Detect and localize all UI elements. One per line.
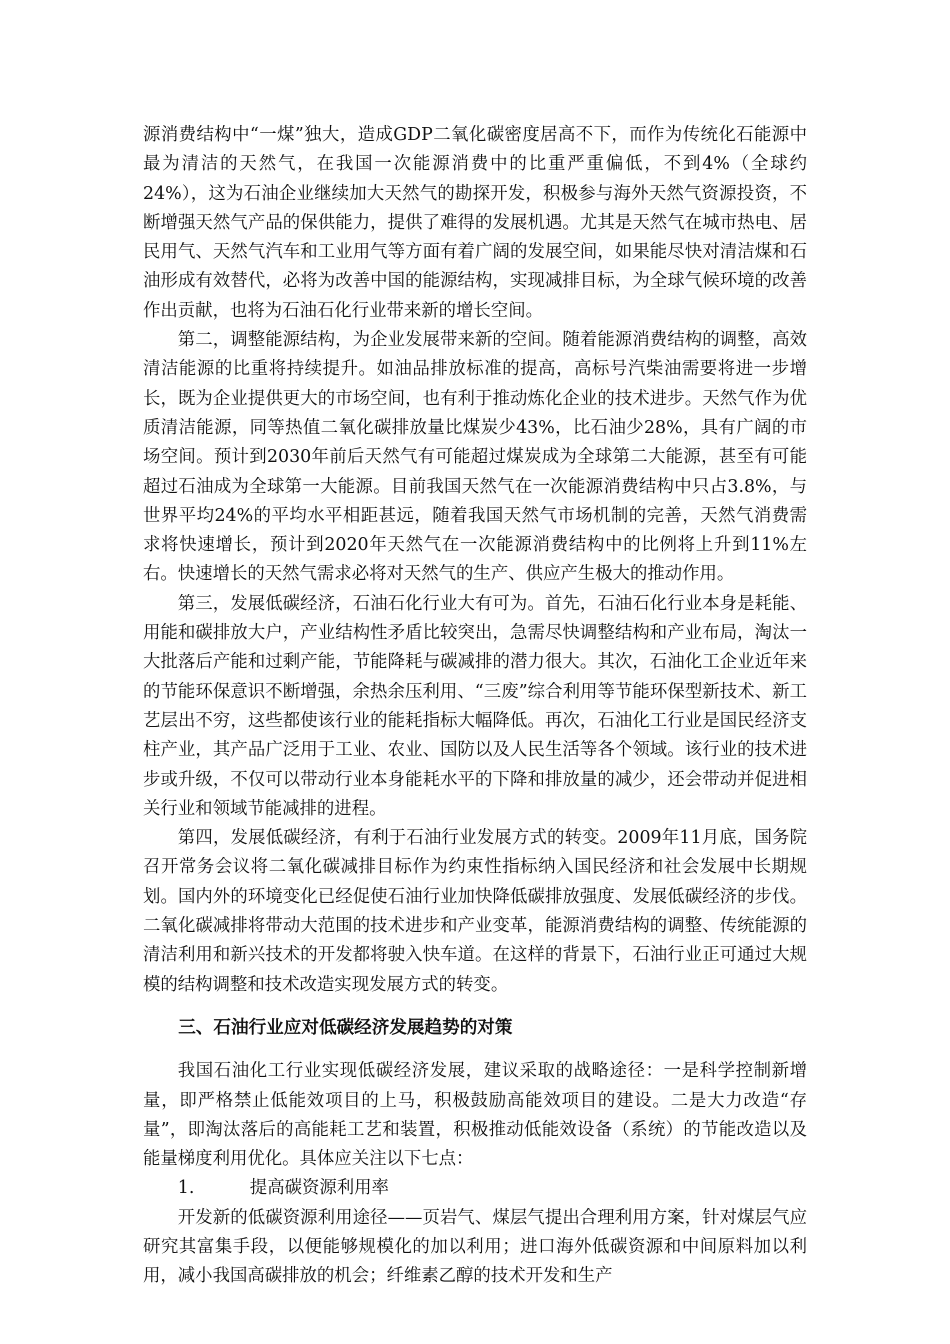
paragraph-fourth-point: 第四，发展低碳经济，有利于石油行业发展方式的转变。2009年11月底，国务院召开常务会议将二氧化碳减排目标作为约束性指标纳入国民经济和社会发展中长期规划。国内外的环境变化已经促使石油行业加快降低碳排放强度、发展低碳经济的步伐。二氧化碳减排将带动大范围的技术进步和产业变革，能源消费结构的调整、传统能源的清洁利用和新兴技术的开发都将驶入快车道。在这样的背景下，石油行业正可通过大规模的结构调整和技术改造实现发展方式的转变。	[143, 828, 807, 995]
paragraph-third-point: 第三，发展低碳经济，石油石化行业大有可为。首先，石油石化行业本身是耗能、用能和碳排放大户，产业结构性矛盾比较突出，急需尽快调整结构和产业布局，淘汰一大批落后产能和过剩产能，节能降耗与碳减排的潜力很大。其次，石油化工企业近年来的节能环保意识不断增强，余热余压利用、“三废”综合利用等节能环保型新技术、新工艺层出不穷，这些都使该行业的能耗指标大幅降低。再次，石油化工行业是国民经济支柱产业，其产品广泛用于工业、农业、国防以及人民生活等各个领域。该行业的技术进步或升级，不仅可以带动行业本身能耗水平的下降和排放量的减少，还会带动并促进相关行业和领域节能减排的进程。	[143, 593, 807, 819]
paragraph-second-point: 第二，调整能源结构，为企业发展带来新的空间。随着能源消费结构的调整，高效清洁能源的比重将持续提升。如油品排放标准的提高，高标号汽柴油需要将进一步增长，既为企业提供更大的市场空间，也有利于推动炼化企业的技术进步。天然气作为优质清洁能源，同等热值二氧化碳排放量比煤炭少43%，比石油少28%，具有广阔的市场空间。预计到2030年前后天然气有可能超过煤炭成为全球第二大能源，甚至有可能超过石油成为全球第一大能源。目前我国天然气在一次能源消费结构中只占3.8%，与世界平均24%的平均水平相距甚远，随着我国天然气市场机制的完善，天然气消费需求将快速增长，预计到2020年天然气在一次能源消费结构中的比例将上升到11%左右。快速增长的天然气需求必将对天然气的生产、供应产生极大的推动作用。	[143, 330, 807, 585]
paragraph-carbon-resources: 开发新的低碳资源利用途径——页岩气、煤层气提出合理利用方案，针对煤层气应研究其富集手段，以便能够规模化的加以利用；进口海外低碳资源和中间原料加以利用，减小我国高碳排放的机会；纤维素乙醇的技术开发和生产	[143, 1207, 807, 1287]
item-number: 1.	[177, 1178, 195, 1199]
numbered-item-1	[143, 1174, 807, 1203]
paragraph-strategy: 我国石油化工行业实现低碳经济发展，建议采取的战略途径：一是科学控制新增量，即严格禁止低能效项目的上马，积极鼓励高能效项目的建设。二是大力改造“存量”，即淘汰落后的高能耗工艺和装置，积极推动低能效设备（系统）的节能改造以及能量梯度利用优化。具体应关注以下七点：	[143, 1061, 807, 1170]
document-body	[143, 121, 807, 1292]
section-heading: 三、石油行业应对低碳经济发展趋势的对策	[178, 1017, 513, 1038]
paragraph-continued: 源消费结构中“一煤”独大，造成GDP二氧化碳密度居高不下，而作为传统化石能源中最为清洁的天然气，在我国一次能源消费中的比重严重偏低，不到4%（全球约24%），这为石油企业继续加大天然气的勘探开发，积极参与海外天然气资源投资，不断增强天然气产品的保供能力，提供了难得的发展机遇。尤其是天然气在城市热电、居民用气、天然气汽车和工业用气等方面有着广阔的发展空间，如果能尽快对清洁煤和石油形成有效替代，必将为改善中国的能源结构，实现减排目标，为全球气候环境的改善作出贡献，也将为石油石化行业带来新的增长空间。	[143, 125, 807, 321]
item-title: 提高碳资源利用率	[249, 1178, 389, 1199]
